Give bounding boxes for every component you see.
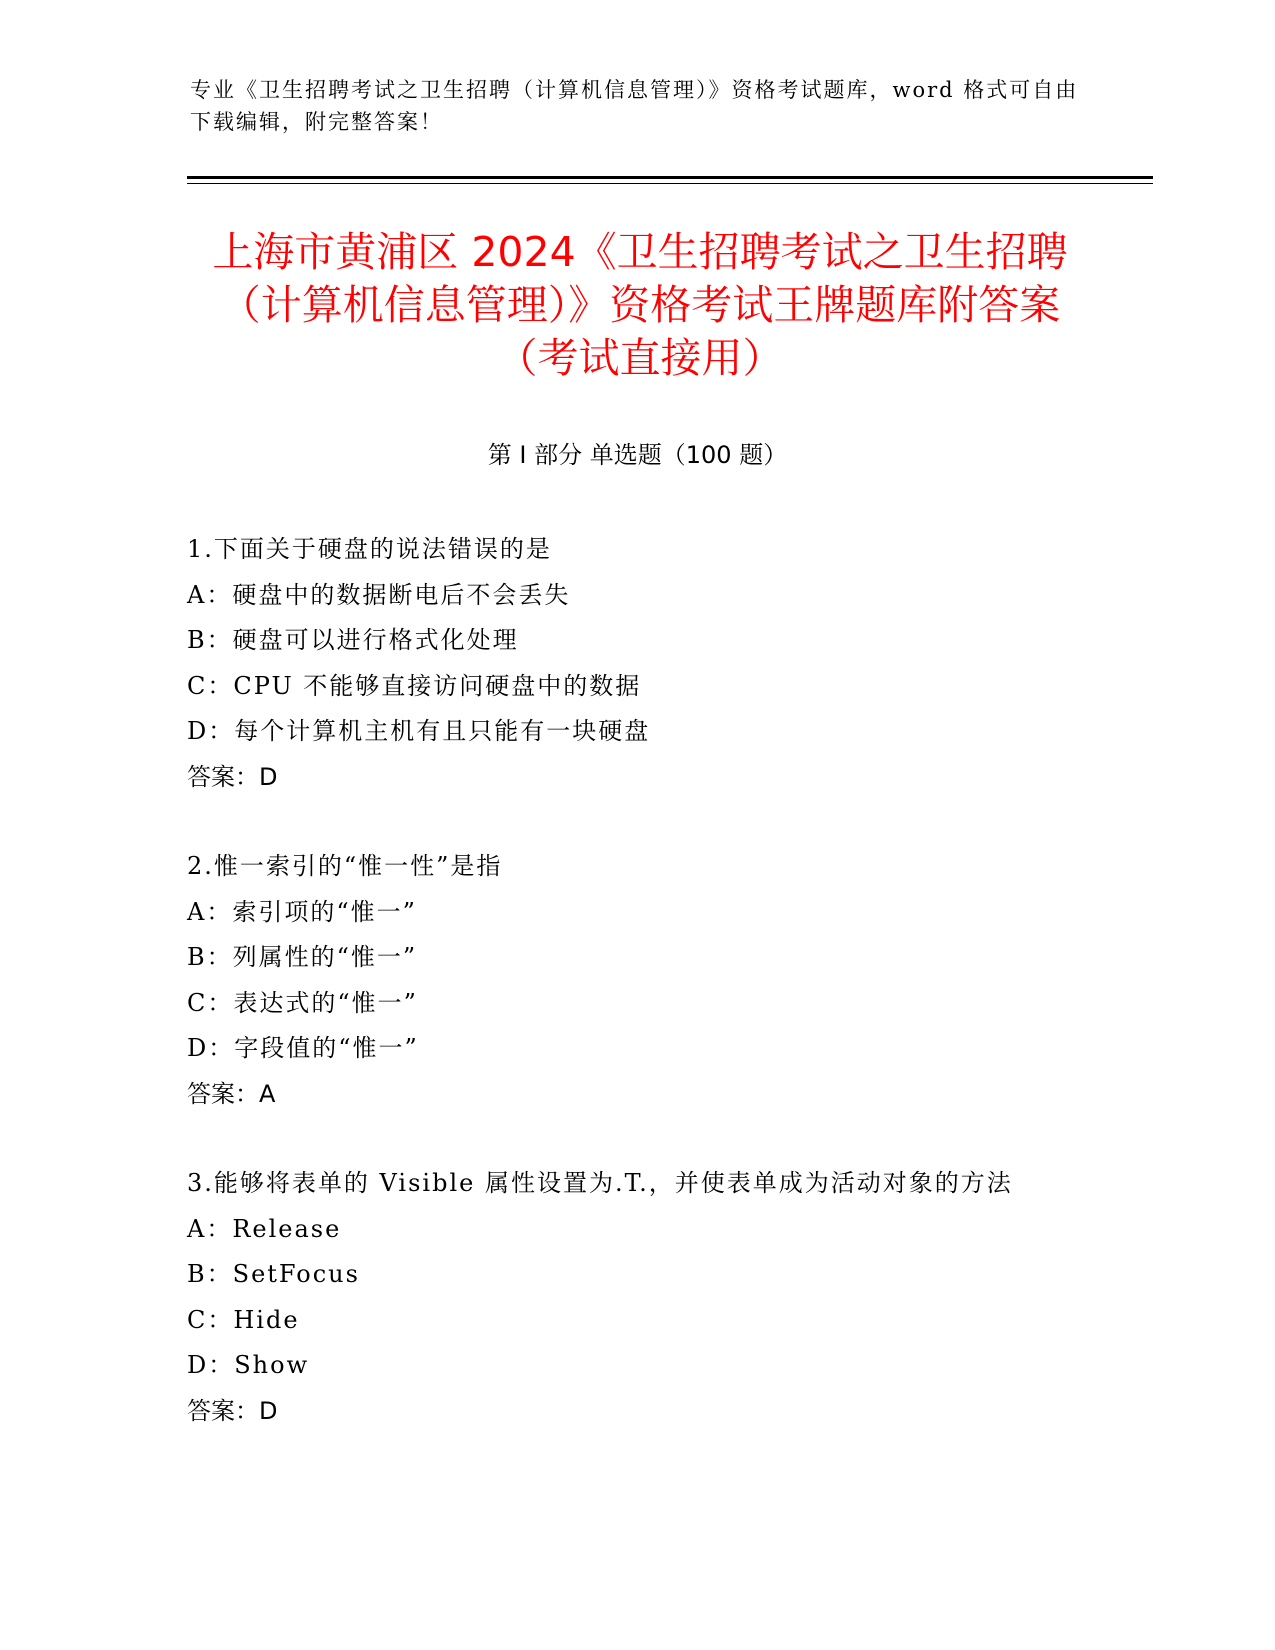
- option-c: C：Hide: [187, 1305, 300, 1334]
- question-text: 2.惟一索引的“惟一性”是指: [187, 852, 503, 880]
- question-3: [187, 1161, 1077, 1434]
- option-a: A：Release: [187, 1214, 342, 1243]
- section-heading: 第 I 部分 单选题（100 题）: [487, 441, 788, 469]
- answer: 答案：D: [187, 1396, 278, 1425]
- option-d: D：Show: [187, 1351, 310, 1379]
- option-a: A：硬盘中的数据断电后不会丢失: [187, 580, 571, 609]
- option-b: B：硬盘可以进行格式化处理: [187, 626, 519, 654]
- option-b: B：列属性的“惟一”: [187, 943, 418, 971]
- option-c: C：CPU 不能够直接访问硬盘中的数据: [187, 671, 642, 700]
- question-list: [187, 527, 1077, 1478]
- header-rule-thin: [187, 183, 1153, 184]
- option-d: D：字段值的“惟一”: [187, 1034, 419, 1062]
- question-1: [187, 527, 1077, 800]
- answer: 答案：D: [187, 762, 278, 791]
- question-2: [187, 844, 1077, 1117]
- option-a: A：索引项的“惟一”: [187, 897, 417, 926]
- header-note: 专业《卫生招聘考试之卫生招聘（计算机信息管理）》资格考试题库，word 格式可自由下载编辑，附完整答案！: [190, 78, 1079, 134]
- option-c: C：表达式的“惟一”: [187, 988, 418, 1017]
- document-title: 上海市黄浦区 2024《卫生招聘考试之卫生招聘（计算机信息管理）》资格考试王牌题库附答案（考试直接用）: [212, 228, 1068, 382]
- answer: 答案：A: [187, 1079, 276, 1108]
- question-text: 3.能够将表单的 Visible 属性设置为.T.，并使表单成为活动对象的方法: [187, 1169, 1013, 1197]
- option-d: D：每个计算机主机有且只能有一块硬盘: [187, 717, 651, 745]
- question-text: 1.下面关于硬盘的说法错误的是: [187, 535, 552, 563]
- option-b: B：SetFocus: [187, 1260, 360, 1288]
- header-rule-thick: [187, 176, 1153, 179]
